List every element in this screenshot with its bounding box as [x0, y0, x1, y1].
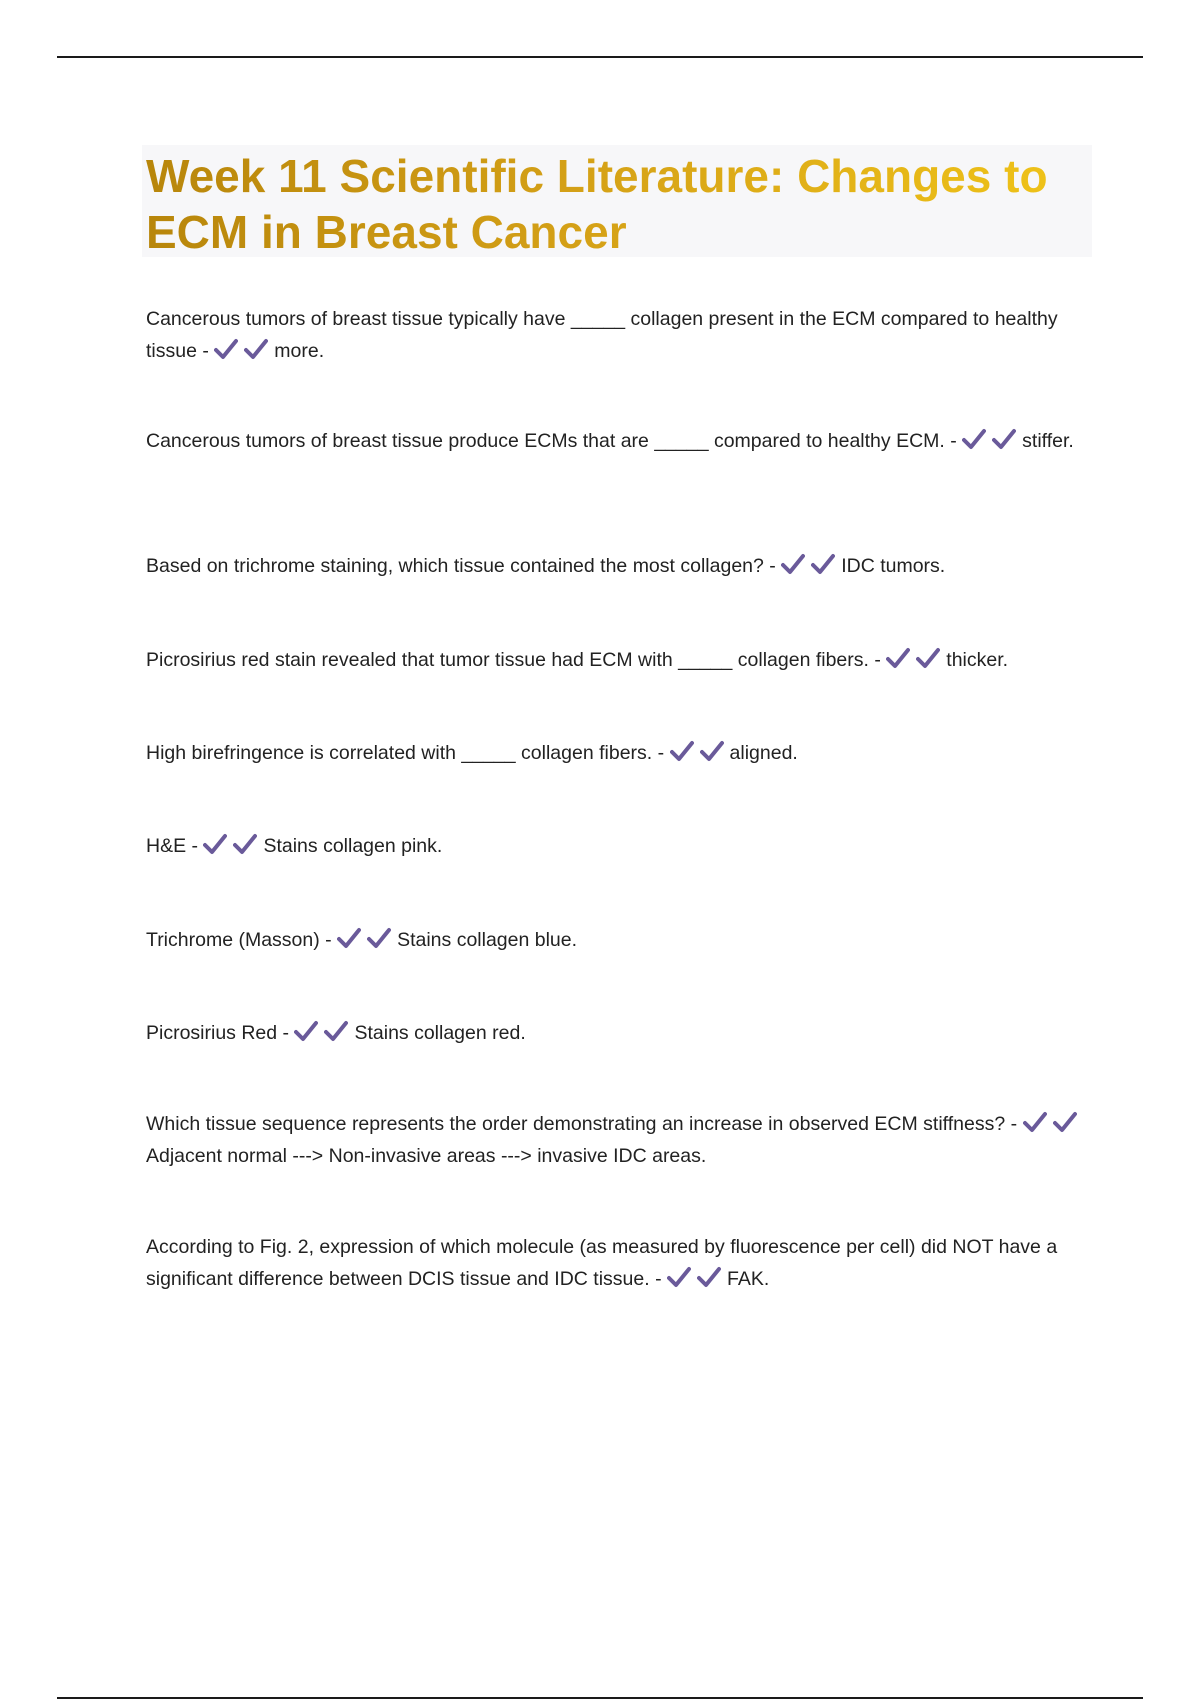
- check-pair: [886, 644, 946, 676]
- checkmark-icon: [244, 338, 268, 360]
- checkmark-icon: [1023, 1111, 1047, 1133]
- separator: -: [277, 1022, 295, 1044]
- checkmark-icon: [886, 647, 910, 669]
- checkmark-icon: [811, 553, 835, 575]
- checkmark-icon: [697, 1266, 721, 1288]
- answer-text: IDC tumors.: [841, 555, 946, 577]
- answer-text: Stains collagen pink.: [263, 835, 443, 857]
- question-text: Which tissue sequence represents the order demonstrating an increase in observed ECM stiffness?: [146, 1113, 1006, 1135]
- check-pair: [781, 550, 841, 582]
- separator: -: [319, 929, 338, 951]
- answer-text: aligned.: [729, 742, 798, 764]
- checkmark-icon: [233, 833, 257, 855]
- check-pair: [214, 335, 274, 367]
- page-title: Week 11 Scientific Literature: Changes to ECM in Breast Cancer: [146, 148, 1086, 260]
- checkmark-icon: [916, 647, 940, 669]
- question-text: Picrosirius Red: [146, 1022, 278, 1044]
- checkmark-icon: [667, 1266, 691, 1288]
- bottom-rule: [57, 1697, 1143, 1699]
- check-pair: [294, 1017, 354, 1049]
- check-pair: [962, 425, 1022, 457]
- qa-item: [146, 830, 1091, 862]
- check-pair: [203, 830, 263, 862]
- separator: -: [652, 742, 670, 764]
- checkmark-icon: [203, 833, 227, 855]
- qa-item: [146, 924, 1091, 956]
- top-rule: [57, 56, 1143, 58]
- checkmark-icon: [670, 740, 694, 762]
- qa-item: [146, 550, 1091, 582]
- question-text: High birefringence is correlated with _____ collagen fibers.: [146, 742, 653, 764]
- answer-text: Adjacent normal ---> Non-invasive areas ---> invasive IDC areas.: [146, 1145, 707, 1167]
- question-text: Cancerous tumors of breast tissue typically have _____ collagen present in the ECM compared to healthy tissue: [146, 308, 1058, 362]
- question-text: Based on trichrome staining, which tissue contained the most collagen?: [146, 555, 764, 577]
- separator: -: [196, 340, 215, 362]
- check-pair: [670, 737, 730, 769]
- question-text: Picrosirius red stain revealed that tumor tissue had ECM with _____ collagen fibers.: [146, 649, 869, 671]
- answer-text: stiffer.: [1022, 430, 1074, 452]
- question-text: Cancerous tumors of breast tissue produce ECMs that are _____ compared to healthy ECM.: [146, 430, 945, 452]
- checkmark-icon: [781, 553, 805, 575]
- check-pair: [1023, 1108, 1083, 1140]
- checkmark-icon: [1053, 1111, 1077, 1133]
- qa-item: [146, 1231, 1091, 1295]
- checkmark-icon: [337, 927, 361, 949]
- separator: -: [763, 555, 782, 577]
- qa-item: [146, 1017, 1091, 1049]
- checkmark-icon: [700, 740, 724, 762]
- checkmark-icon: [324, 1020, 348, 1042]
- checkmark-icon: [294, 1020, 318, 1042]
- checkmark-icon: [992, 428, 1016, 450]
- qa-item: [146, 1108, 1091, 1172]
- qa-item: [146, 303, 1091, 367]
- question-text: According to Fig. 2, expression of which molecule (as measured by fluorescence per cell) did NOT have a significant difference between DCIS tissue and IDC tissue.: [146, 1236, 1058, 1290]
- qa-item: [146, 737, 1091, 769]
- answer-text: thicker.: [946, 649, 1009, 671]
- separator: -: [868, 649, 887, 671]
- separator: -: [649, 1268, 667, 1290]
- qa-item: [146, 425, 1091, 457]
- separator: -: [1005, 1113, 1023, 1135]
- check-pair: [667, 1263, 727, 1295]
- answer-text: Stains collagen blue.: [397, 929, 578, 951]
- checkmark-icon: [367, 927, 391, 949]
- separator: -: [944, 430, 963, 452]
- answer-text: FAK.: [727, 1268, 770, 1290]
- qa-item: [146, 644, 1091, 676]
- question-text: Trichrome (Masson): [146, 929, 320, 951]
- checkmark-icon: [962, 428, 986, 450]
- question-text: H&E: [146, 835, 187, 857]
- answer-text: Stains collagen red.: [354, 1022, 526, 1044]
- checkmark-icon: [214, 338, 238, 360]
- answer-text: more.: [274, 340, 325, 362]
- check-pair: [337, 924, 397, 956]
- separator: -: [186, 835, 204, 857]
